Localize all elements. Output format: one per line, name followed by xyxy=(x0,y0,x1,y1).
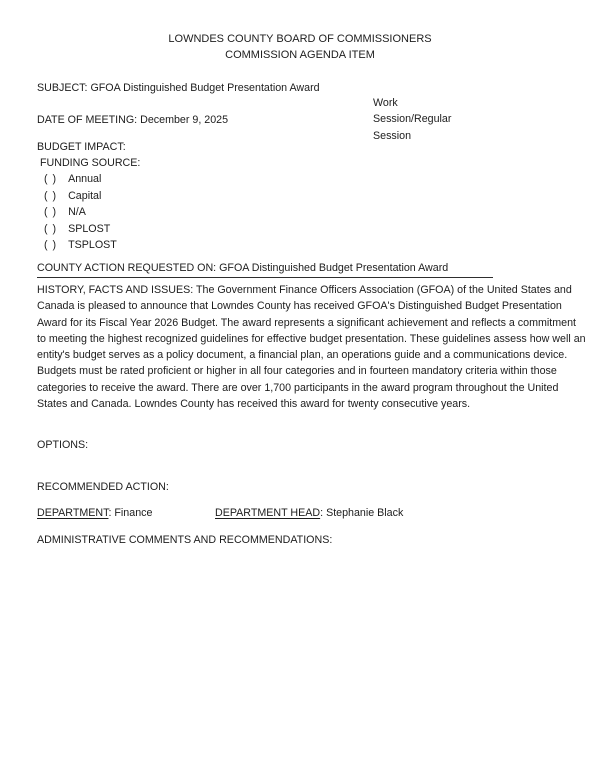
checkbox-empty-icon: ( ) xyxy=(44,223,58,235)
session-type-line-2: Session/Regular xyxy=(373,113,452,126)
department-value: : Finance xyxy=(108,507,153,519)
session-type-line-1: Work xyxy=(373,97,398,109)
funding-option-splost xyxy=(44,221,110,237)
department-head-label: DEPARTMENT HEAD xyxy=(215,507,321,519)
doc-subtitle: COMMISSION AGENDA ITEM xyxy=(225,49,375,61)
funding-option-annual xyxy=(44,171,101,187)
funding-option-label: Annual xyxy=(68,173,102,185)
checkbox-empty-icon: ( ) xyxy=(44,190,58,202)
funding-option-capital xyxy=(44,188,101,204)
funding-option-label: N/A xyxy=(68,206,86,218)
department-field xyxy=(37,505,152,521)
checkbox-empty-icon: ( ) xyxy=(44,206,58,218)
doc-title: LOWNDES COUNTY BOARD OF COMMISSIONERS xyxy=(168,33,432,45)
department-head-field xyxy=(215,505,403,521)
funding-option-label: Capital xyxy=(68,190,102,202)
subject-line: SUBJECT: GFOA Distinguished Budget Presentation Award xyxy=(37,82,320,94)
admin-comments-label: ADMINISTRATIVE COMMENTS AND RECOMMENDATIONS: xyxy=(37,534,333,546)
session-type-line-3: Session xyxy=(373,129,412,142)
doc-header xyxy=(0,31,600,63)
county-action-line: COUNTY ACTION REQUESTED ON: GFOA Distinguished Budget Presentation Award xyxy=(37,260,493,278)
checkbox-empty-icon: ( ) xyxy=(44,173,58,185)
department-head-value: : Stephanie Black xyxy=(320,507,404,519)
budget-impact-label: BUDGET IMPACT: xyxy=(37,141,126,153)
funding-option-label: TSPLOST xyxy=(68,239,117,251)
checkbox-empty-icon: ( ) xyxy=(44,239,58,251)
recommended-action-label: RECOMMENDED ACTION: xyxy=(37,481,169,493)
funding-source-label: FUNDING SOURCE: xyxy=(40,157,141,169)
session-type-block xyxy=(373,95,451,144)
funding-option-na xyxy=(44,204,86,220)
department-label: DEPARTMENT xyxy=(37,507,109,519)
options-label: OPTIONS: xyxy=(37,439,89,451)
meeting-date-line: DATE OF MEETING: December 9, 2025 xyxy=(37,114,229,126)
funding-option-label: SPLOST xyxy=(68,223,111,235)
funding-option-tsplost xyxy=(44,237,117,253)
history-facts-issues-paragraph: HISTORY, FACTS AND ISSUES: The Government Finance Officers Association (GFOA) of the United States and Canada is pleased to announce that Lowndes County has received GFOA's Distinguished Budget Presentation Award for its Fiscal Year 2026 Budget. The award represents a significant achievement and reflects a commitment to meeting the highest recognized guidelines for effective budget presentation. These guidelines assess how well an entity's budget serves as a policy document, a financial plan, an operations guide and a communications device. Budgets must be rated proficient or higher in all four categories and in fourteen mandatory criteria within those categories to receive the award. There are over 1,700 participants in the award program throughout the United States and Canada. Lowndes County has received this award for twenty consecutive years. xyxy=(37,284,586,411)
